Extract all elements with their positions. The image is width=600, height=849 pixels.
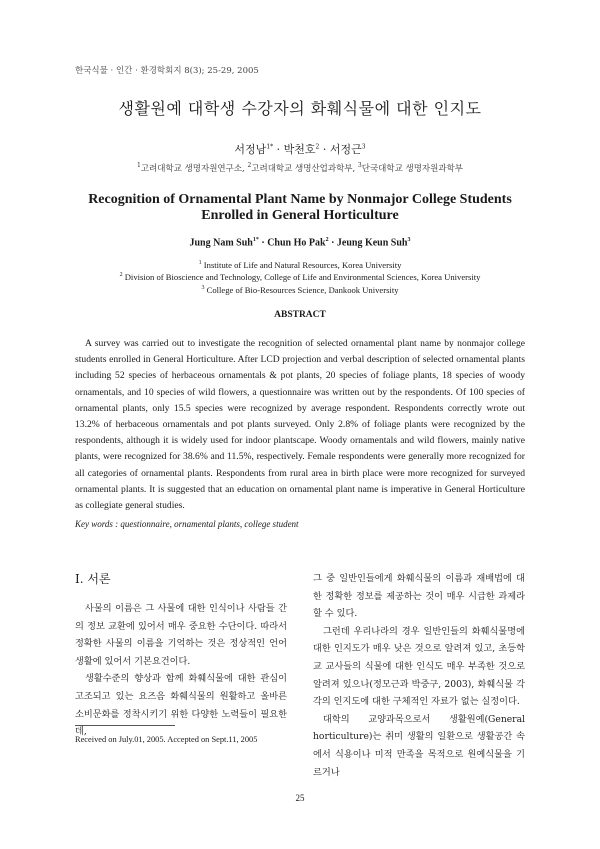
intro-paragraph-1: 사물의 이름은 그 사물에 대한 인식이나 사람들 간의 정보 교환에 있어서 매우 중요한 수단이다. 따라서 정확한 사물의 이름을 기억하는 것은 정상적인 언어생활에 있어서 기본요건이다.	[75, 603, 287, 667]
korean-affiliations	[0, 162, 600, 174]
english-affil-line-1	[0, 258, 600, 270]
intro-paragraph-3: 그 중 일반인들에게 화훼식물의 이름과 재배법에 대한 정확한 정보를 제공하는 것이 매우 시급한 과제라 할 수 있다.	[313, 573, 525, 620]
english-author-3-mark: 3	[407, 237, 411, 243]
korean-author-1-mark: 1*	[266, 143, 274, 151]
english-affiliations	[0, 258, 600, 295]
english-affil-1-mark: 1	[198, 260, 202, 266]
right-column	[313, 570, 525, 781]
korean-affil-2-mark: 2	[247, 162, 252, 170]
english-affil-2: Division of Bioscience and Technology, College of Life and Environmental Sciences, Korea University	[124, 272, 481, 283]
korean-author-3: 서정근	[329, 143, 362, 156]
korean-affil-1: 고려대학교 생명자원연구소,	[140, 164, 245, 174]
english-affil-3: College of Bio-Resources Science, Dankook University	[206, 284, 399, 295]
english-author-2-mark: 2	[325, 237, 329, 243]
korean-title: 생활원예 대학생 수강자의 화훼식물에 대한 인지도	[118, 99, 482, 118]
section-heading-introduction: I. 서론	[75, 572, 111, 586]
intro-paragraph-5: 대학의 교양과목으로서 생활원예(General horticulture)는 취미 생활의 일환으로 생활공간 속에서 식용이나 미적 만족을 목적으로 원예식물을 기르거나	[313, 713, 525, 778]
english-affil-line-2	[0, 270, 600, 282]
english-affil-2-mark: 2	[119, 272, 123, 279]
english-author-2: Chun Ho Pak	[267, 237, 326, 249]
korean-affil-3-mark: 3	[357, 162, 362, 170]
english-affil-1: Institute of Life and Natural Resources, Korea University	[203, 259, 402, 270]
korean-affil-1-mark: 1	[136, 162, 141, 170]
received-footnote: Received on July.01, 2005. Accepted on Sept.11, 2005	[75, 735, 258, 744]
korean-author-2-mark: 2	[315, 143, 320, 151]
korean-authors: 서정남$^{1*}$ · 박천호$^2$ · 서정근$^3$	[234, 143, 366, 156]
english-author-3: Jeung Keun Suh	[336, 237, 408, 249]
english-author-1: Jung Nam Suh	[189, 237, 253, 249]
footnote-divider	[75, 725, 175, 726]
english-title: Recognition of Ornamental Plant Name by Nonmajor College Students Enrolled in General Horticulture	[88, 192, 512, 223]
english-author-1-mark: 1*	[252, 237, 259, 243]
english-authors: Jung Nam Suh$^{1*}$ · Chun Ho Pak$^2$ · Jeung Keun Suh$^3$	[189, 237, 411, 249]
left-column	[75, 600, 287, 741]
english-affil-line-3	[0, 283, 600, 295]
page-number: 25	[295, 793, 305, 803]
intro-paragraph-4: 그런데 우리나라의 경우 일반인들의 화훼식물명에 대한 인지도가 매우 낮은 것으로 알려져 있고, 초등학교 교사들의 식물에 대한 인식도 매우 부족한 것으로 알려져 있으나(정모근과 박중구, 2003), 화훼식물 각각의 인지도에 대한 구체적인 자료가 없는 실정이다.	[313, 625, 525, 708]
abstract-heading: ABSTRACT	[274, 310, 326, 320]
english-affil-3-mark: 3	[201, 284, 205, 291]
korean-affil-2: 고려대학교 생명산업과학부,	[251, 164, 356, 174]
journal-header: 한국식물 · 인간 · 환경학회지 8(3); 25-29, 2005	[75, 66, 259, 76]
korean-author-2: 박천호	[283, 143, 316, 156]
korean-author-1: 서정남	[234, 143, 267, 156]
keywords: Key words : questionnaire, ornamental plants, college student	[75, 519, 299, 529]
intro-paragraph-2: 생활수준의 향상과 함께 화훼식물에 대한 관심이 고조되고 있는 요즈음 화훼식물의 원활하고 올바른 소비문화를 정착시키기 위한 다양한 노력들이 필요한데,	[75, 673, 287, 738]
korean-affil-3: 단국대학교 생명자원과학부	[361, 164, 463, 174]
abstract-body: A survey was carried out to investigate the recognition of selected ornamental plant name by nonmajor college students enrolled in General Horticulture. After LCD projection and verbal description of selected ornamental plants including 52 species of herbaceous ornamentals & pot plants, 20 species of foliage plants, 18 species of woody ornamentals, and 10 species of wild flowers, a questionnaire was written out by the respondents. Of 100 species of ornamental plants, only 15.5 species were recognized by average respondent. Respondents correctly wrote out 13.2% of herbaceous ornamentals and pot plants surveyed. Only 2.8% of foliage plants were recognized by the respondents, although it is widely used for indoor plantscape. Woody ornamentals and wild flowers, mainly native plants, were recognized for 38.6% and 11.5%, respectively. Female respondents were generally more recognized for all categories of ornamental plants. Respondents from rural area in birth place were more recognized for surveyed ornamental plants. It is suggested that an education on ornamental plant name is imperative in General Horticulture as collegiate general studies.	[75, 338, 525, 512]
korean-author-3-mark: 3	[361, 143, 366, 151]
